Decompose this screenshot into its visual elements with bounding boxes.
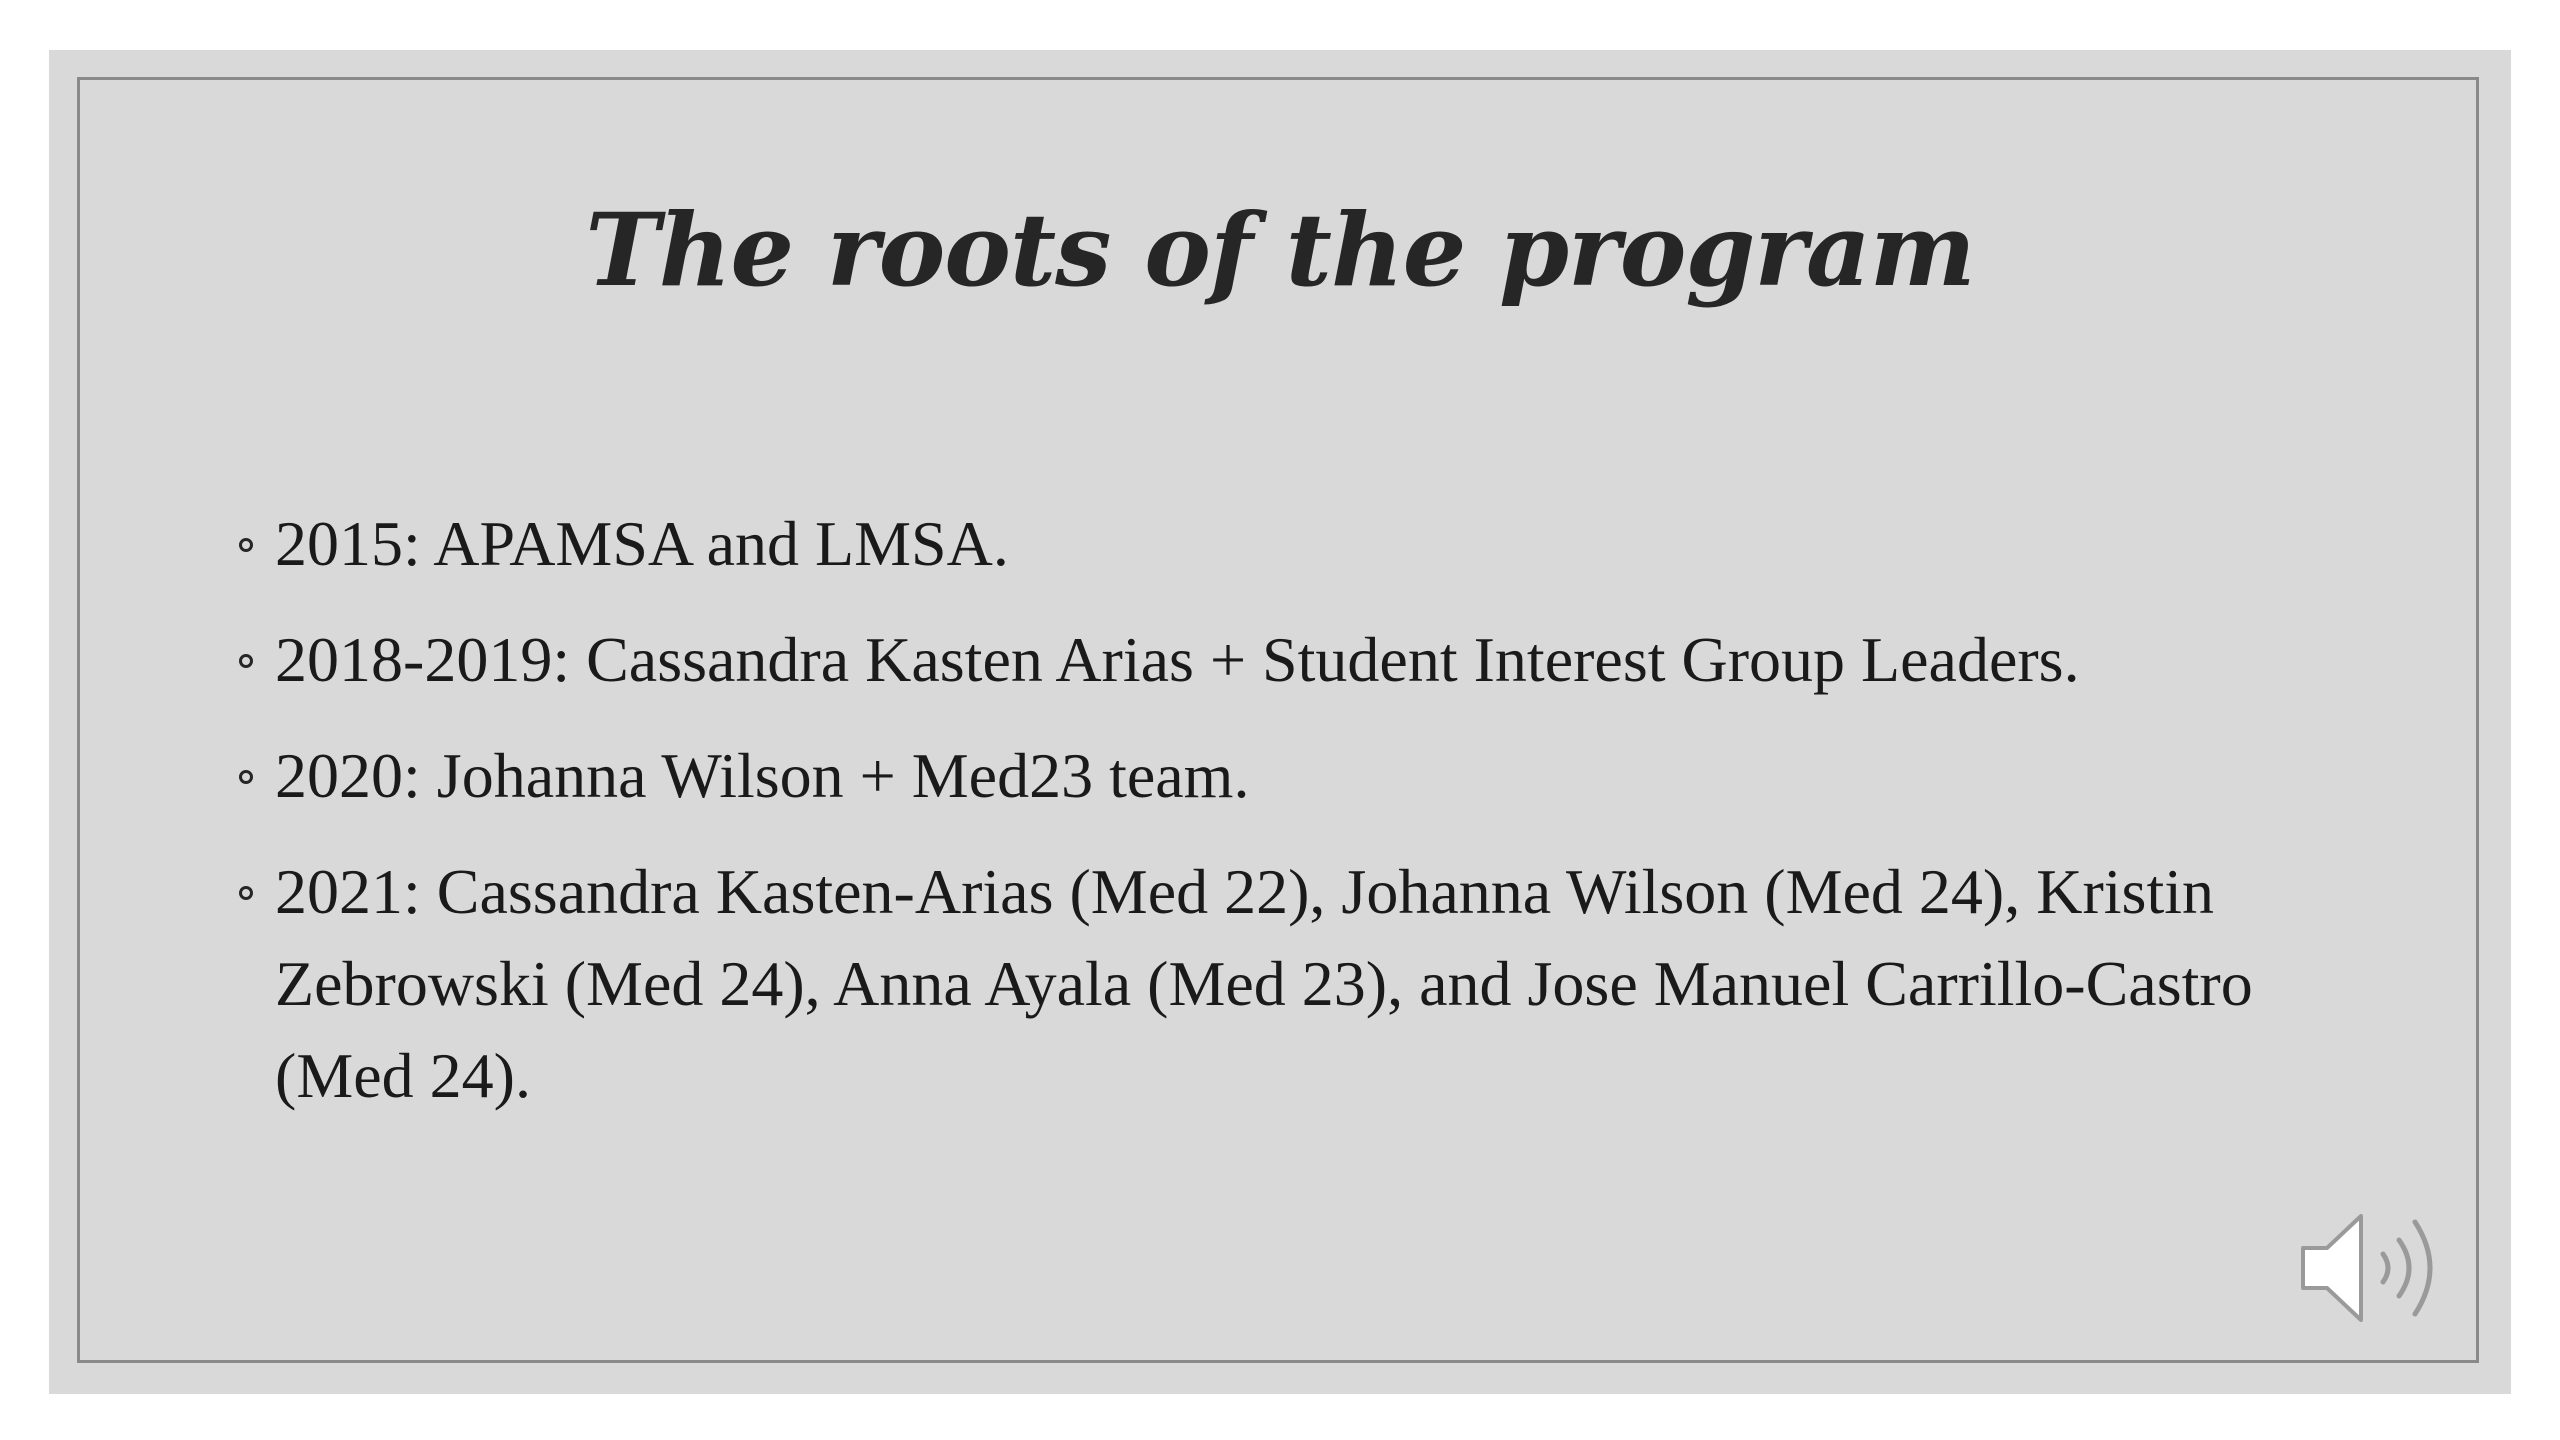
bullet-item xyxy=(239,614,2369,706)
bullet-item xyxy=(239,730,2369,822)
bullet-text: 2015: APAMSA and LMSA. xyxy=(275,508,1009,579)
slide-title: The roots of the program xyxy=(585,191,1975,309)
bullet-circle-icon xyxy=(239,538,253,552)
slide xyxy=(49,50,2511,1394)
bullet-item xyxy=(239,498,2369,590)
bullet-text: 2021: Cassandra Kasten-Arias (Med 22), Johanna Wilson (Med 24), Kristin Zebrowski (Med 24), Anna Ayala (Med 23), and Jose Manuel Carrillo-Castro (Med 24). xyxy=(275,856,2253,1111)
bullet-text: 2020: Johanna Wilson + Med23 team. xyxy=(275,740,1250,811)
speaker-icon-graphic xyxy=(2299,1208,2449,1328)
bullet-circle-icon xyxy=(239,886,253,900)
bullet-circle-icon xyxy=(239,654,253,668)
bullet-list xyxy=(239,498,2369,1146)
bullet-item xyxy=(239,846,2369,1122)
bullet-text: 2018-2019: Cassandra Kasten Arias + Student Interest Group Leaders. xyxy=(275,624,2080,695)
bullet-circle-icon xyxy=(239,770,253,784)
speaker-icon[interactable] xyxy=(2299,1208,2449,1328)
